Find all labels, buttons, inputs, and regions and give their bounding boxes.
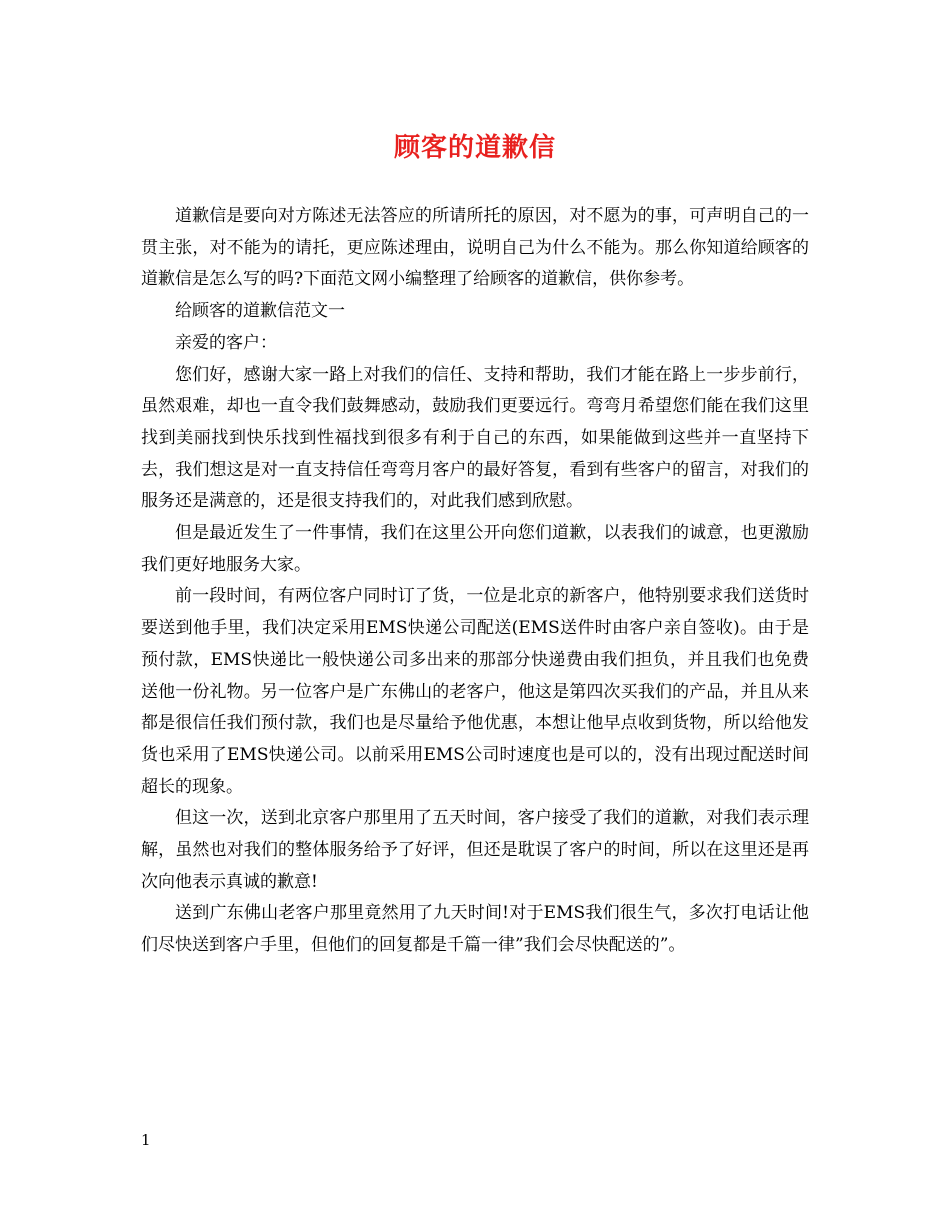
body-paragraph: 前一段时间，有两位客户同时订了货，一位是北京的新客户，他特别要求我们送货时要送到他手里，我们决定采用EMS快递公司配送(EMS送件时由客户亲自签收)。由于是预付款，EMS快递比一般快递公司多出来的那部分快递费由我们担负，并且我们也免费送他一份礼物。另一位客户是广东佛山的老客户，他这是第四次买我们的产品，并且从来都是很信任我们预付款，我们也是尽量给予他优惠，本想让他早点收到货物，所以给他发货也采用了EMS快递公司。以前采用EMS公司时速度也是可以的，没有出现过配送时间超长的现象。	[141, 586, 809, 797]
section-heading: 给顾客的道歉信范文一	[175, 301, 345, 322]
body-paragraph: 您们好，感谢大家一路上对我们的信任、支持和帮助，我们才能在路上一步步前行，虽然艰难，却也一直令我们鼓舞感动，鼓励我们更要远行。弯弯月希望您们能在我们这里找到美丽找到快乐找到性福找到很多有利于自己的东西，如果能做到这些并一直坚持下去，我们想这是对一直支持信任弯弯月客户的最好答复，看到有些客户的留言，对我们的服务还是满意的，还是很支持我们的，对此我们感到欣慰。	[141, 364, 809, 512]
page-number: 1	[141, 1131, 151, 1149]
document-body	[141, 201, 809, 962]
intro-paragraph: 道歉信是要向对方陈述无法答应的所请所托的原因，对不愿为的事，可声明自己的一贯主张，对不能为的请托，更应陈述理由，说明自己为什么不能为。那么你知道给顾客的道歉信是怎么写的吗?下面范文网小编整理了给顾客的道歉信，供你参考。	[141, 206, 809, 290]
body-paragraph: 但这一次，送到北京客户那里用了五天时间，客户接受了我们的道歉，对我们表示理解，虽然也对我们的整体服务给予了好评，但还是耽误了客户的时间，所以在这里还是再次向他表示真诚的歉意!	[141, 808, 809, 892]
document-title: 顾客的道歉信	[393, 133, 556, 163]
body-paragraph: 送到广东佛山老客户那里竟然用了九天时间!对于EMS我们很生气，多次打电话让他们尽快送到客户手里，但他们的回复都是千篇一律”我们会尽快配送的”。	[141, 903, 809, 956]
body-paragraph: 但是最近发生了一件事情，我们在这里公开向您们道歉，以表我们的诚意，也更激励我们更好地服务大家。	[141, 523, 809, 575]
salutation: 亲爱的客户：	[175, 332, 277, 353]
